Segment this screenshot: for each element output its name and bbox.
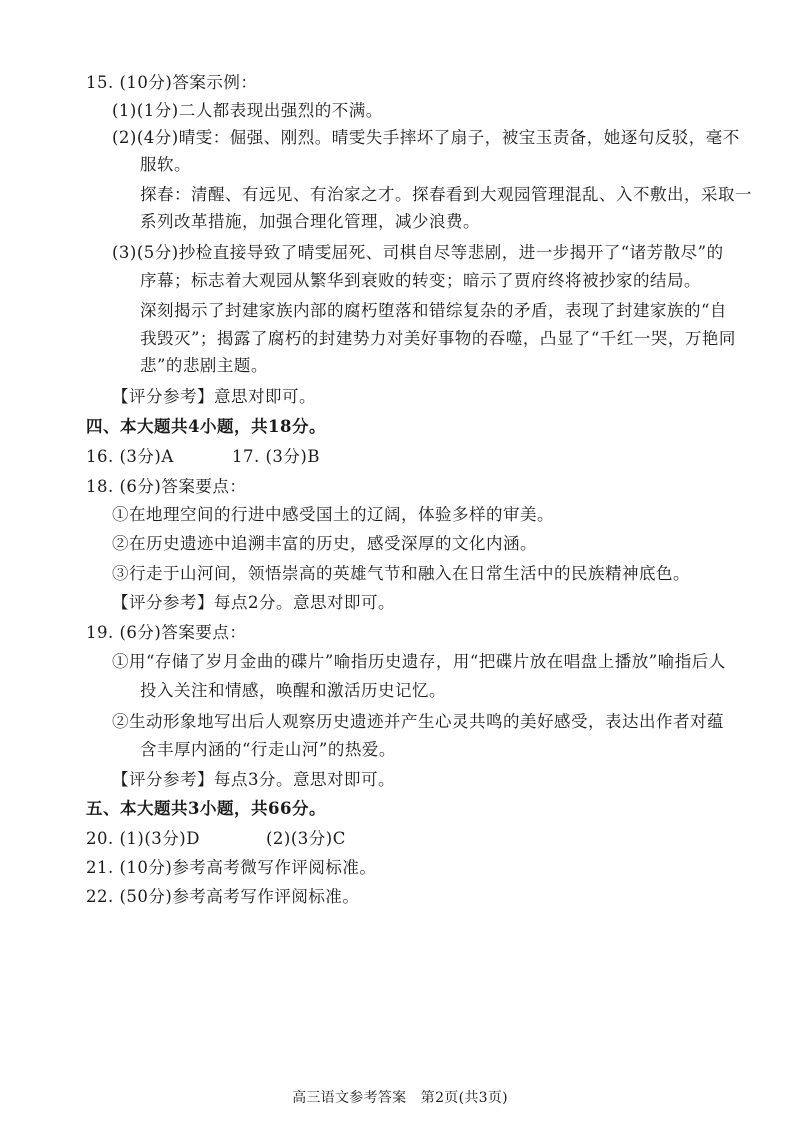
section-4-title: 四、本大题共4小题，共18分。: [86, 417, 326, 436]
q15-part2-line3: 探春：清醒、有远见、有治家之才。探春看到大观园管理混乱、入不敷出，采取一: [140, 185, 752, 204]
q16-answer: 16. (3分)A: [86, 447, 174, 466]
q15-part2-line1: (2)(4分)晴雯：倔强、刚烈。晴雯失手摔坏了扇子，被宝玉责备，她逐句反驳，毫不: [112, 128, 740, 147]
q15-part2-line4: 系列改革措施，加强合理化管理，减少浪费。: [140, 212, 480, 231]
q15-scoring-note: 【评分参考】意思对即可。: [112, 387, 316, 406]
q18-point2: ②在历史遗迹中追溯丰富的历史，感受深厚的文化内涵。: [112, 534, 537, 553]
q19-scoring-note: 【评分参考】每点3分。意思对即可。: [112, 770, 395, 789]
q18-point1: ①在地理空间的行进中感受国土的辽阔，体验多样的审美。: [112, 505, 554, 524]
q19-point1-line1: ①用“存储了岁月金曲的碟片”喻指历史遗存，用“把碟片放在唱盘上播放”喻指后人: [112, 652, 726, 671]
q18-scoring-note: 【评分参考】每点2分。意思对即可。: [112, 593, 395, 612]
q15-part3-line1: (3)(5分)抄检直接导致了晴雯屈死、司棋自尽等悲剧，进一步揭开了“诸芳散尽”的: [112, 243, 724, 262]
q15-part1: (1)(1分)二人都表现出强烈的不满。: [112, 101, 383, 120]
page-footer: 高三语文参考答案 第2页(共3页): [292, 1090, 508, 1106]
q18-point3: ③行走于山河间，领悟崇高的英雄气节和融入在日常生活中的民族精神底色。: [112, 564, 690, 583]
q15-part3-line3: 深刻揭示了封建家族内部的腐朽堕落和错综复杂的矛盾，表现了封建家族的“自: [140, 301, 727, 320]
section-5-title: 五、本大题共3小题，共66分。: [86, 799, 326, 818]
q15-part3-line2: 序幕；标志着大观园从繁华到衰败的转变；暗示了贾府终将被抄家的结局。: [140, 271, 701, 290]
q18-heading: 18. (6分)答案要点：: [86, 477, 247, 496]
q15-heading: 15. (10分)答案示例：: [86, 73, 258, 92]
q17-answer: 17. (3分)B: [232, 447, 320, 466]
q15-part3-line5: 悲”的悲剧主题。: [140, 356, 268, 375]
q20-answer-part1: 20. (1)(3分)D: [86, 829, 200, 848]
q19-point2-line2: 含丰厚内涵的“行走山河”的热爱。: [140, 740, 396, 759]
q19-point2-line1: ②生动形象地写出后人观察历史遗迹并产生心灵共鸣的美好感受，表达出作者对蕴: [112, 712, 724, 731]
q22-answer: 22. (50分)参考高考写作评阅标准。: [86, 887, 360, 906]
q15-part2-line2: 服软。: [140, 155, 191, 174]
q19-heading: 19. (6分)答案要点：: [86, 623, 247, 642]
q15-part3-line4: 我毁灭”；揭露了腐朽的封建势力对美好事物的吞噬，凸显了“千红一哭，万艳同: [140, 329, 736, 348]
q21-answer: 21. (10分)参考高考微写作评阅标准。: [86, 858, 377, 877]
q20-answer-part2: (2)(3分)C: [266, 829, 346, 848]
q19-point1-line2: 投入关注和情感，唤醒和激活历史记忆。: [140, 681, 446, 700]
